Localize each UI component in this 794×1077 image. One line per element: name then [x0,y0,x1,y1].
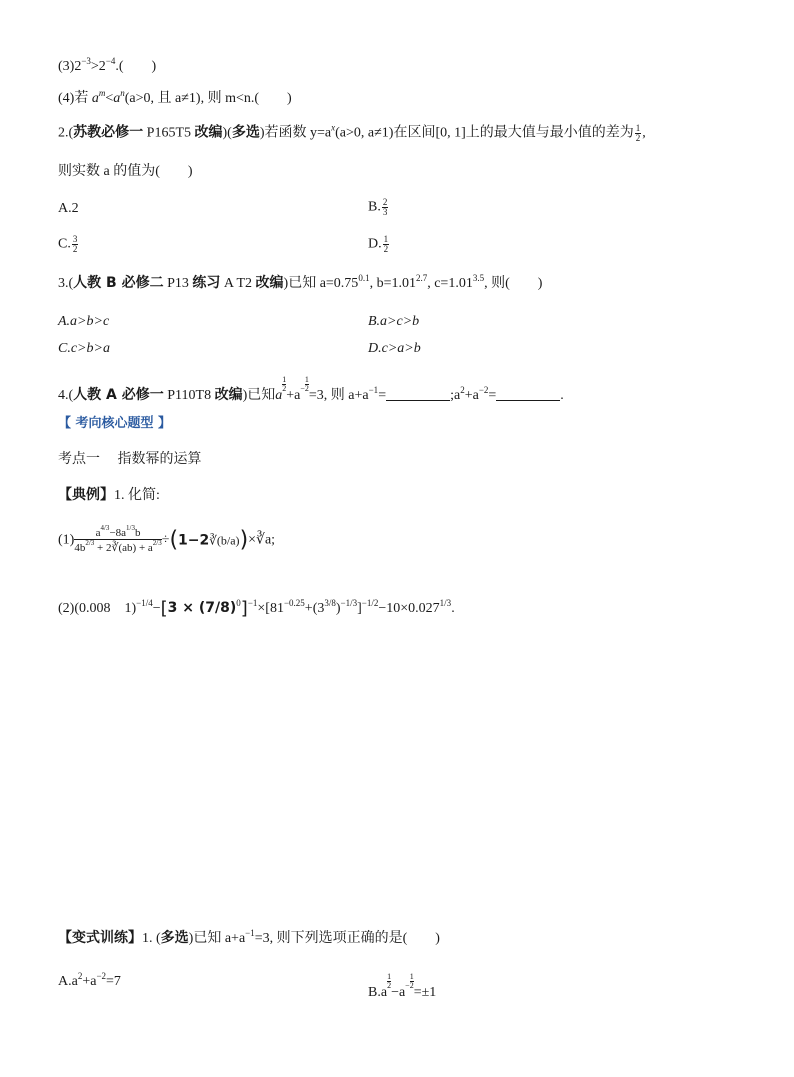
statement-4: (4)若 $a^m<a^n(a>0$, 且 a≠1), 则 m<n.( ) [58,88,292,106]
question-2-line2: 则实数 a 的值为( ) [58,164,193,179]
q2-option-a[interactable]: A.2 [58,201,79,216]
variant-option-b[interactable]: B.a $\frac{1}{2}$ −a − $\frac{1}{2}$ =±1 [368,972,437,1000]
q3-option-b[interactable]: B.a>c>b [368,314,420,329]
topic-title: 考点一 指数幂的运算 [58,452,202,467]
answer-blank-1[interactable] [386,388,450,401]
question-3: 3.(人教 B 必修二 P13 练习 A T2 改编)已知 $a=0.75^{0.1}$, $b=1.01^{2.7}$, $c=1.01^{3.5}$, 则( ) [58,273,543,291]
answer-blank-2[interactable] [496,388,560,401]
variant-training: 【变式训练】1. (多选)已知 $a+a^{-1}=3$, 则下列选项正确的是( ) [58,928,440,946]
q3-option-a[interactable]: A.a>b>c [58,314,110,329]
statement-3: $(3)2^{-3}>2^{-4}$.( ) [58,56,157,74]
question-2: 2.(苏教必修一 P165T5 改编)(多选)若函数 $y=a^x(a>0$, a≠1)在区间[0, 1]上的最大值与最小值的差为 $\frac{1}{2}$ , [58,122,646,143]
fraction: $\frac{1}{2}$ [635,123,641,143]
expression-2: (2)(0.008 $1)^{-1/4}-[3 \times (7/8)^0]^{-1}\times[81^{-0.25}+(3^{3/8})^{-1/3}]^{-1/2}-10\times 0.027^{1/3}$. [58,598,455,619]
q2-option-b[interactable]: B. $\frac{2}{3}$ [368,197,388,217]
q3-option-d[interactable]: D.c>a>b [368,341,421,356]
variant-option-a[interactable]: $A.a^2+a^{-2}=7$ [58,971,121,989]
q2-option-d[interactable]: D. $\frac{1}{2}$ [368,234,389,254]
section-header: 【 考向核心题型 】 [58,416,172,431]
q3-option-c[interactable]: C.c>b>a [58,341,110,356]
example-heading: 【典例】1. 化简: [58,487,160,503]
expression-1: (1) $\frac{a^{4/3}-8a^{1/3}b}{4b^{2/3} + 2∛(ab) + a^{2/3}}$ ÷(1−2∛(b/a))×∛a; [58,524,276,555]
q2-option-c[interactable]: C. $\frac{3}{2}$ [58,234,78,254]
expression-1-fraction: $\frac{a^{4/3}-8a^{1/3}b}{4b^{2/3} + 2∛(ab) + a^{2/3}}$ [74,524,162,555]
question-4: 4.(人教 A 必修一 P110T8 改编)已知a $\frac{1}{2}$ +a − $\frac{1}{2}$ =3, 则 $a+a^{-1}=$ $;a^2+a^{-2}=$ . [58,375,564,403]
